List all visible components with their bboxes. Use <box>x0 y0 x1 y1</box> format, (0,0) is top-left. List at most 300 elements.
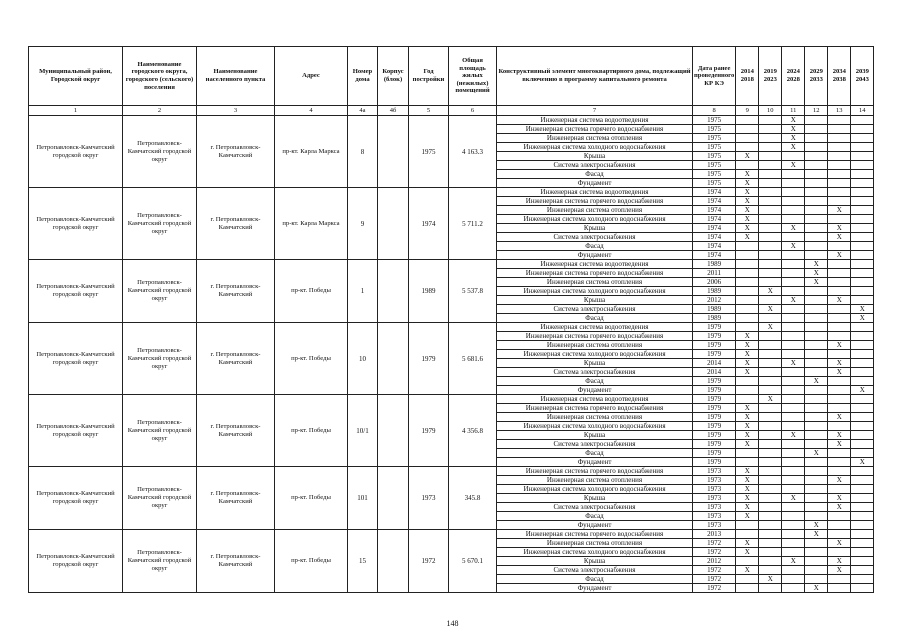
period-mark-cell <box>828 575 851 584</box>
period-mark-cell <box>782 188 805 197</box>
period-mark-cell <box>805 116 828 125</box>
period-mark-cell <box>805 197 828 206</box>
period-mark-cell <box>759 476 782 485</box>
period-mark-cell: X <box>828 251 851 260</box>
period-mark-cell <box>759 521 782 530</box>
period-mark-cell <box>851 503 874 512</box>
period-mark-cell <box>805 458 828 467</box>
structural-element-cell: Инженерная система горячего водоснабжения <box>497 197 693 206</box>
column-number: 12 <box>805 106 828 116</box>
block-cell <box>378 188 409 260</box>
period-mark-cell <box>851 449 874 458</box>
structural-element-cell: Крыша <box>497 431 693 440</box>
period-mark-cell <box>805 494 828 503</box>
house-group <box>29 260 874 323</box>
period-mark-cell <box>851 179 874 188</box>
repair-date-cell: 1979 <box>693 458 736 467</box>
period-mark-cell: X <box>736 197 759 206</box>
period-mark-cell: X <box>828 206 851 215</box>
period-mark-cell <box>805 485 828 494</box>
period-mark-cell <box>759 548 782 557</box>
period-mark-cell: X <box>805 377 828 386</box>
period-mark-cell: X <box>736 206 759 215</box>
period-mark-cell <box>828 350 851 359</box>
period-mark-cell <box>851 485 874 494</box>
period-mark-cell: X <box>736 539 759 548</box>
period-mark-cell <box>851 548 874 557</box>
period-mark-cell <box>759 422 782 431</box>
settlement-cell: Петропавловск-Камчатский городской округ <box>123 530 197 593</box>
repair-date-cell: 1989 <box>693 260 736 269</box>
period-mark-cell <box>759 125 782 134</box>
period-mark-cell <box>782 485 805 494</box>
period-mark-cell: X <box>736 494 759 503</box>
period-mark-cell <box>805 404 828 413</box>
period-mark-cell: X <box>782 296 805 305</box>
period-mark-cell <box>782 413 805 422</box>
structural-element-cell: Инженерная система горячего водоснабжения <box>497 269 693 278</box>
period-mark-cell <box>782 260 805 269</box>
period-mark-cell <box>851 512 874 521</box>
locality-cell: г. Петропавловск-Камчатский <box>197 188 275 260</box>
period-mark-cell: X <box>828 503 851 512</box>
repair-date-cell: 1979 <box>693 440 736 449</box>
period-mark-cell <box>851 296 874 305</box>
period-mark-cell <box>759 251 782 260</box>
period-mark-cell <box>759 404 782 413</box>
column-number: 5 <box>409 106 449 116</box>
period-mark-cell <box>759 197 782 206</box>
structural-element-cell: Инженерная система холодного водоснабжения <box>497 548 693 557</box>
period-mark-cell <box>782 269 805 278</box>
period-mark-cell <box>828 170 851 179</box>
period-mark-cell <box>736 377 759 386</box>
period-mark-cell <box>736 386 759 395</box>
period-mark-cell <box>759 359 782 368</box>
district-cell: Петропавловск-Камчатский городской округ <box>29 467 123 530</box>
repair-date-cell: 2011 <box>693 269 736 278</box>
period-mark-cell <box>736 323 759 332</box>
repair-date-cell: 1975 <box>693 134 736 143</box>
structural-element-cell: Инженерная система холодного водоснабжения <box>497 485 693 494</box>
period-mark-cell <box>759 440 782 449</box>
repair-date-cell: 1989 <box>693 287 736 296</box>
repair-date-cell: 1975 <box>693 179 736 188</box>
house-group <box>29 323 874 395</box>
period-mark-cell <box>828 548 851 557</box>
district-cell: Петропавловск-Камчатский городской округ <box>29 260 123 323</box>
period-mark-cell: X <box>828 440 851 449</box>
period-mark-cell: X <box>736 440 759 449</box>
block-cell <box>378 467 409 530</box>
period-mark-cell <box>759 449 782 458</box>
period-mark-cell <box>851 413 874 422</box>
repair-date-cell: 1972 <box>693 584 736 593</box>
period-mark-cell <box>828 386 851 395</box>
repair-date-cell: 1979 <box>693 404 736 413</box>
period-mark-cell: X <box>782 242 805 251</box>
period-mark-cell <box>782 377 805 386</box>
structural-element-cell: Инженерная система холодного водоснабжения <box>497 215 693 224</box>
locality-cell: г. Петропавловск-Камчатский <box>197 530 275 593</box>
period-mark-cell <box>736 584 759 593</box>
structural-element-cell: Инженерная система холодного водоснабжения <box>497 287 693 296</box>
period-mark-cell <box>828 458 851 467</box>
period-mark-cell <box>805 341 828 350</box>
period-mark-cell <box>759 512 782 521</box>
house-number-cell: 101 <box>348 467 378 530</box>
district-cell: Петропавловск-Камчатский городской округ <box>29 323 123 395</box>
period-mark-cell: X <box>828 431 851 440</box>
structural-element-cell: Система электроснабжения <box>497 233 693 242</box>
period-mark-cell <box>828 116 851 125</box>
period-mark-cell <box>805 557 828 566</box>
period-mark-cell: X <box>782 161 805 170</box>
period-mark-cell <box>805 314 828 323</box>
period-mark-cell: X <box>782 224 805 233</box>
period-mark-cell <box>805 395 828 404</box>
period-mark-cell: X <box>828 359 851 368</box>
period-mark-cell <box>828 314 851 323</box>
period-mark-cell <box>851 431 874 440</box>
repair-date-cell: 1979 <box>693 422 736 431</box>
structural-element-cell: Фундамент <box>497 458 693 467</box>
header-total-area: Общая площадь жилых (нежилых) помещений <box>449 47 497 106</box>
period-mark-cell: X <box>782 134 805 143</box>
structural-element-cell: Инженерная система холодного водоснабжения <box>497 143 693 152</box>
table-row <box>29 260 874 269</box>
period-mark-cell <box>759 557 782 566</box>
period-mark-cell <box>759 458 782 467</box>
period-mark-cell: X <box>736 467 759 476</box>
period-mark-cell: X <box>805 530 828 539</box>
period-mark-cell <box>782 395 805 404</box>
period-mark-cell <box>782 521 805 530</box>
period-mark-cell <box>759 386 782 395</box>
repair-date-cell: 1972 <box>693 539 736 548</box>
period-mark-cell: X <box>759 395 782 404</box>
period-mark-cell <box>805 368 828 377</box>
structural-element-cell: Инженерная система отопления <box>497 206 693 215</box>
period-mark-cell <box>805 386 828 395</box>
period-mark-cell <box>805 296 828 305</box>
year-built-cell: 1972 <box>409 530 449 593</box>
period-mark-cell <box>828 404 851 413</box>
period-mark-cell <box>851 359 874 368</box>
period-mark-cell <box>828 467 851 476</box>
header-settlement: Наименование городского округа, городского (сельского) поселения <box>123 47 197 106</box>
period-mark-cell <box>851 530 874 539</box>
period-mark-cell <box>759 530 782 539</box>
structural-element-cell: Инженерная система водоотведения <box>497 323 693 332</box>
house-number-cell: 15 <box>348 530 378 593</box>
period-mark-cell <box>805 125 828 134</box>
locality-cell: г. Петропавловск-Камчатский <box>197 323 275 395</box>
block-cell <box>378 395 409 467</box>
structural-element-cell: Фундамент <box>497 584 693 593</box>
structural-element-cell: Инженерная система холодного водоснабжения <box>497 422 693 431</box>
table-row <box>29 530 874 539</box>
area-cell: 5 711.2 <box>449 188 497 260</box>
period-mark-cell: X <box>782 143 805 152</box>
address-cell: пр-кт. Победы <box>275 260 348 323</box>
period-mark-cell <box>759 350 782 359</box>
year-built-cell: 1975 <box>409 116 449 188</box>
repair-date-cell: 1975 <box>693 170 736 179</box>
repair-date-cell: 1975 <box>693 161 736 170</box>
period-mark-cell <box>759 485 782 494</box>
period-mark-cell <box>805 152 828 161</box>
settlement-cell: Петропавловск-Камчатский городской округ <box>123 323 197 395</box>
period-mark-cell <box>851 242 874 251</box>
period-mark-cell <box>782 305 805 314</box>
period-mark-cell <box>736 557 759 566</box>
repair-date-cell: 1979 <box>693 395 736 404</box>
repair-date-cell: 1975 <box>693 116 736 125</box>
period-mark-cell <box>828 125 851 134</box>
house-group <box>29 116 874 188</box>
structural-element-cell: Система электроснабжения <box>497 440 693 449</box>
header-period-2039-2043: 2039 2043 <box>851 47 874 106</box>
period-mark-cell <box>851 188 874 197</box>
period-mark-cell <box>759 341 782 350</box>
period-mark-cell <box>759 206 782 215</box>
period-mark-cell <box>828 449 851 458</box>
area-cell: 345.8 <box>449 467 497 530</box>
block-cell <box>378 530 409 593</box>
period-mark-cell <box>851 233 874 242</box>
period-mark-cell <box>759 116 782 125</box>
period-mark-cell <box>805 287 828 296</box>
repair-date-cell: 1979 <box>693 449 736 458</box>
period-mark-cell <box>782 548 805 557</box>
house-number-cell: 8 <box>348 116 378 188</box>
period-mark-cell <box>828 584 851 593</box>
period-mark-cell <box>782 215 805 224</box>
period-mark-cell <box>736 161 759 170</box>
period-mark-cell: X <box>736 188 759 197</box>
repair-date-cell: 1974 <box>693 251 736 260</box>
header-year-built: Год постройки <box>409 47 449 106</box>
period-mark-cell: X <box>736 233 759 242</box>
period-mark-cell <box>805 539 828 548</box>
period-mark-cell: X <box>805 584 828 593</box>
period-mark-cell <box>782 323 805 332</box>
period-mark-cell <box>736 305 759 314</box>
period-mark-cell <box>828 530 851 539</box>
structural-element-cell: Система электроснабжения <box>497 305 693 314</box>
repair-date-cell: 1973 <box>693 512 736 521</box>
settlement-cell: Петропавловск-Камчатский городской округ <box>123 116 197 188</box>
period-mark-cell <box>782 152 805 161</box>
column-number: 8 <box>693 106 736 116</box>
column-number: 6 <box>449 106 497 116</box>
period-mark-cell: X <box>759 287 782 296</box>
period-mark-cell <box>828 188 851 197</box>
year-built-cell: 1973 <box>409 467 449 530</box>
period-mark-cell <box>851 251 874 260</box>
period-mark-cell <box>736 458 759 467</box>
settlement-cell: Петропавловск-Камчатский городской округ <box>123 188 197 260</box>
period-mark-cell <box>851 521 874 530</box>
structural-element-cell: Крыша <box>497 494 693 503</box>
structural-element-cell: Инженерная система горячего водоснабжения <box>497 125 693 134</box>
period-mark-cell <box>736 449 759 458</box>
structural-element-cell: Фундамент <box>497 521 693 530</box>
period-mark-cell <box>782 179 805 188</box>
page-number: 148 <box>446 619 459 628</box>
column-number-row <box>29 106 874 116</box>
column-number: 4а <box>348 106 378 116</box>
period-mark-cell <box>851 323 874 332</box>
period-mark-cell <box>851 215 874 224</box>
period-mark-cell: X <box>828 413 851 422</box>
period-mark-cell: X <box>736 368 759 377</box>
period-mark-cell <box>851 341 874 350</box>
house-number-cell: 10 <box>348 323 378 395</box>
year-built-cell: 1974 <box>409 188 449 260</box>
period-mark-cell: X <box>736 476 759 485</box>
header-period-2019-2023: 2019 2023 <box>759 47 782 106</box>
period-mark-cell <box>851 260 874 269</box>
repair-date-cell: 1989 <box>693 314 736 323</box>
period-mark-cell: X <box>736 359 759 368</box>
period-mark-cell <box>782 467 805 476</box>
repair-date-cell: 1973 <box>693 494 736 503</box>
period-mark-cell: X <box>736 179 759 188</box>
period-mark-cell: X <box>782 359 805 368</box>
column-number: 9 <box>736 106 759 116</box>
period-mark-cell <box>805 350 828 359</box>
period-mark-cell <box>759 215 782 224</box>
period-mark-cell <box>851 350 874 359</box>
address-cell: пр-кт. Карла Маркса <box>275 188 348 260</box>
period-mark-cell: X <box>736 350 759 359</box>
period-mark-cell: X <box>805 278 828 287</box>
structural-element-cell: Крыша <box>497 296 693 305</box>
repair-date-cell: 1972 <box>693 575 736 584</box>
repair-date-cell: 1974 <box>693 197 736 206</box>
period-mark-cell <box>759 143 782 152</box>
period-mark-cell <box>805 206 828 215</box>
block-cell <box>378 323 409 395</box>
period-mark-cell <box>851 566 874 575</box>
period-mark-cell <box>759 224 782 233</box>
period-mark-cell <box>782 233 805 242</box>
period-mark-cell <box>736 395 759 404</box>
period-mark-cell <box>782 368 805 377</box>
structural-element-cell: Крыша <box>497 224 693 233</box>
period-mark-cell <box>736 278 759 287</box>
year-built-cell: 1979 <box>409 323 449 395</box>
district-cell: Петропавловск-Камчатский городской округ <box>29 530 123 593</box>
period-mark-cell <box>805 476 828 485</box>
period-mark-cell: X <box>736 422 759 431</box>
period-mark-cell <box>759 503 782 512</box>
period-mark-cell <box>782 251 805 260</box>
column-number: 10 <box>759 106 782 116</box>
header-period-2014-2018: 2014 2018 <box>736 47 759 106</box>
period-mark-cell <box>805 170 828 179</box>
district-cell: Петропавловск-Камчатский городской округ <box>29 116 123 188</box>
period-mark-cell: X <box>736 170 759 179</box>
house-number-cell: 10/1 <box>348 395 378 467</box>
period-mark-cell <box>828 395 851 404</box>
area-cell: 4 163.3 <box>449 116 497 188</box>
period-mark-cell <box>736 521 759 530</box>
repair-date-cell: 1974 <box>693 242 736 251</box>
period-mark-cell <box>736 269 759 278</box>
repair-date-cell: 1972 <box>693 566 736 575</box>
period-mark-cell <box>759 413 782 422</box>
repair-date-cell: 1979 <box>693 341 736 350</box>
structural-element-cell: Инженерная система водоотведения <box>497 395 693 404</box>
period-mark-cell <box>851 422 874 431</box>
period-mark-cell <box>759 431 782 440</box>
period-mark-cell: X <box>736 404 759 413</box>
period-mark-cell <box>828 134 851 143</box>
house-group <box>29 530 874 593</box>
period-mark-cell <box>828 323 851 332</box>
period-mark-cell <box>805 215 828 224</box>
table-row <box>29 467 874 476</box>
column-number: 2 <box>123 106 197 116</box>
column-number: 11 <box>782 106 805 116</box>
period-mark-cell: X <box>782 557 805 566</box>
structural-element-cell: Инженерная система горячего водоснабжения <box>497 467 693 476</box>
block-cell <box>378 116 409 188</box>
period-mark-cell <box>759 278 782 287</box>
area-cell: 5 670.1 <box>449 530 497 593</box>
repair-date-cell: 1974 <box>693 206 736 215</box>
area-cell: 5 681.6 <box>449 323 497 395</box>
structural-element-cell: Инженерная система горячего водоснабжения <box>497 530 693 539</box>
structural-element-cell: Система электроснабжения <box>497 503 693 512</box>
period-mark-cell: X <box>736 224 759 233</box>
settlement-cell: Петропавловск-Камчатский городской округ <box>123 260 197 323</box>
repair-date-cell: 1972 <box>693 548 736 557</box>
period-mark-cell <box>828 161 851 170</box>
period-mark-cell <box>782 575 805 584</box>
repair-date-cell: 2012 <box>693 557 736 566</box>
period-mark-cell <box>782 440 805 449</box>
structural-element-cell: Инженерная система отопления <box>497 341 693 350</box>
repair-date-cell: 1973 <box>693 521 736 530</box>
period-mark-cell <box>759 332 782 341</box>
period-mark-cell <box>759 161 782 170</box>
period-mark-cell <box>828 422 851 431</box>
period-mark-cell <box>759 296 782 305</box>
period-mark-cell <box>736 251 759 260</box>
period-mark-cell <box>805 224 828 233</box>
period-mark-cell <box>782 341 805 350</box>
period-mark-cell <box>805 305 828 314</box>
period-mark-cell <box>828 197 851 206</box>
period-mark-cell: X <box>736 485 759 494</box>
period-mark-cell <box>851 143 874 152</box>
period-mark-cell: X <box>828 476 851 485</box>
period-mark-cell <box>782 584 805 593</box>
period-mark-cell <box>805 575 828 584</box>
period-mark-cell: X <box>736 431 759 440</box>
repair-date-cell: 1979 <box>693 332 736 341</box>
period-mark-cell <box>805 179 828 188</box>
house-group <box>29 467 874 530</box>
period-mark-cell <box>782 404 805 413</box>
period-mark-cell: X <box>805 449 828 458</box>
repair-date-cell: 1975 <box>693 143 736 152</box>
period-mark-cell <box>805 359 828 368</box>
